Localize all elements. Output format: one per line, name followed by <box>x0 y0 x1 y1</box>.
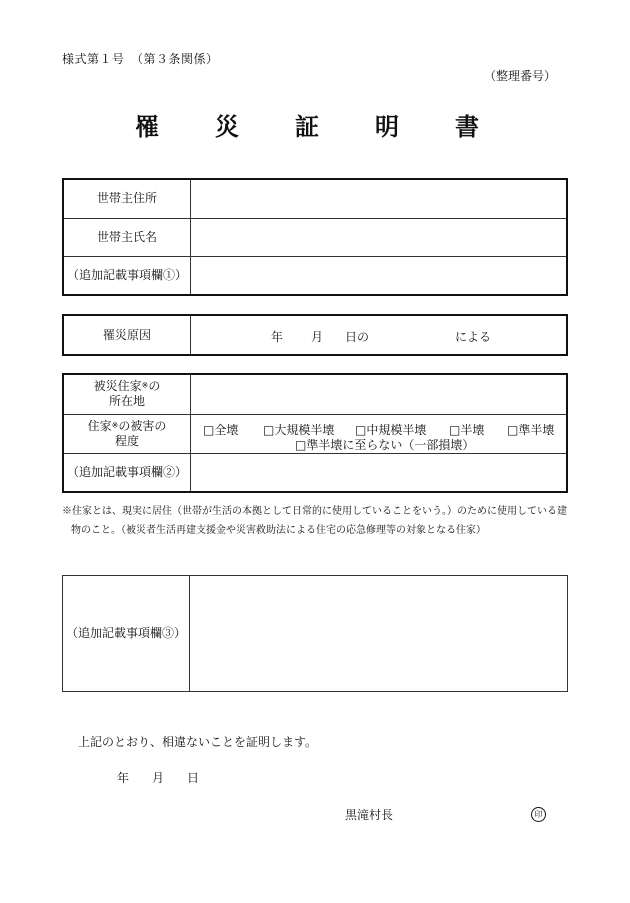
additional-field-3-label: （追加記載事項欄③） <box>63 576 190 692</box>
cause-table <box>62 314 568 356</box>
checkbox-partial-damage[interactable]: □準半壊に至らない（一部損壊） <box>295 437 475 452</box>
household-name-field[interactable] <box>191 218 568 256</box>
additional-field-2-label: （追加記載事項欄②） <box>63 453 191 492</box>
cause-day-label: 日の <box>345 330 370 344</box>
cause-label: 罹災原因 <box>63 315 191 355</box>
damage-degree-label: 住家※の被害の 程度 <box>63 414 191 453</box>
household-address-label: 世帯主住所 <box>63 179 191 218</box>
dwelling-definition-note: ※住家とは、現実に居住（世帯が生活の本拠として日常的に使用していることをいう。）のために使用している建 物のこと。（被災者生活再建支援金や災害救助法による住宅の応急修理等の対象となる住家） <box>62 506 567 536</box>
household-name-label: 世帯主氏名 <box>63 218 191 256</box>
checkbox-medium-scale-half-collapse[interactable]: □中規模半壊 <box>355 422 427 437</box>
date-day-label: 日 <box>187 771 200 785</box>
checkbox-large-scale-half-collapse[interactable]: □大規模半壊 <box>263 422 335 437</box>
additional-field-3[interactable] <box>190 576 568 692</box>
household-table <box>62 178 568 296</box>
damage-table <box>62 373 568 493</box>
damaged-house-location-label: 被災住家※の 所在地 <box>63 374 191 414</box>
damaged-house-location-field[interactable] <box>191 374 568 414</box>
cause-suffix-label: による <box>455 330 492 344</box>
damage-degree-options <box>191 414 568 453</box>
household-address-field[interactable] <box>191 179 568 218</box>
signer-title: 黒滝村長 <box>345 808 394 822</box>
cause-year-label: 年 <box>271 330 284 344</box>
checkbox-semi-half-collapse[interactable]: □準半壊 <box>507 422 555 437</box>
form-number: 様式第１号 （第３条関係） <box>62 52 219 66</box>
seal-mark: 印 <box>531 807 546 822</box>
additional-field-2[interactable] <box>191 453 568 492</box>
date-month-label: 月 <box>152 771 165 785</box>
additional-field-1[interactable] <box>191 256 568 295</box>
additional-field-3-table <box>62 575 568 692</box>
cause-field[interactable] <box>191 315 568 355</box>
additional-field-1-label: （追加記載事項欄①） <box>63 256 191 295</box>
serial-number-label: （整理番号） <box>483 69 556 83</box>
certification-statement: 上記のとおり、相違ないことを証明します。 <box>78 735 318 749</box>
cause-month-label: 月 <box>311 330 324 344</box>
checkbox-half-collapse[interactable]: □半壊 <box>449 422 485 437</box>
date-year-label: 年 <box>117 771 130 785</box>
checkbox-total-collapse[interactable]: □全壊 <box>203 422 239 437</box>
page-title: 罹 災 証 明 書 <box>135 112 495 141</box>
